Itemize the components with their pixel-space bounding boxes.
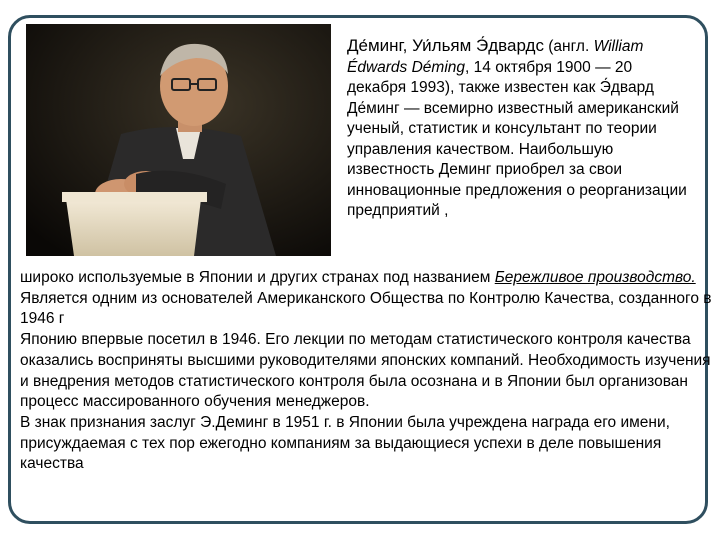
name-english: William Édwards Déming (347, 38, 644, 76)
paragraph-1-end: Является одним из основателей Американского Общества по Контролю Качества, созданного в 1946 г (20, 289, 712, 328)
intro-paragraph (347, 36, 687, 222)
paragraph-2: Японию впервые посетил в 1946. Его лекции по методам статистического контроля качества оказались восприняты высшими руководителями японских компаний. Необходимость изучения и внедрения методов статистического контроля была осознана и в Японии был организован процесс массированного обучения менеджеров. (20, 331, 711, 411)
paragraph-3: В знак признания заслуг Э.Деминг в 1951 г. в Японии была учреждена награда его имени, присуждаемая с тех пор ежегодно компаниям за выдающиеся успехи в деле повышения качества (20, 413, 670, 473)
paragraph-1 (20, 268, 712, 330)
name-russian: Де́минг, Уи́льям Э́двардс (347, 36, 544, 55)
intro-open-paren: (англ. (543, 38, 594, 55)
body-text (20, 268, 712, 475)
lean-production-link[interactable]: Бережливое производство. (494, 269, 696, 286)
paragraph-1-start: широко используемые в Японии и других странах под названием (20, 269, 495, 286)
intro-text: , 14 октября 1900 — 20 декабря 1993), также известен как Э́двард Де́минг — всемирно известный американский ученый, статистик и консультант по теории управления качеством. Наибольшую известность Деминг приобрел за свои инновационные предложения о реорганизации предприятий , (347, 58, 687, 219)
portrait-photo (26, 24, 331, 256)
